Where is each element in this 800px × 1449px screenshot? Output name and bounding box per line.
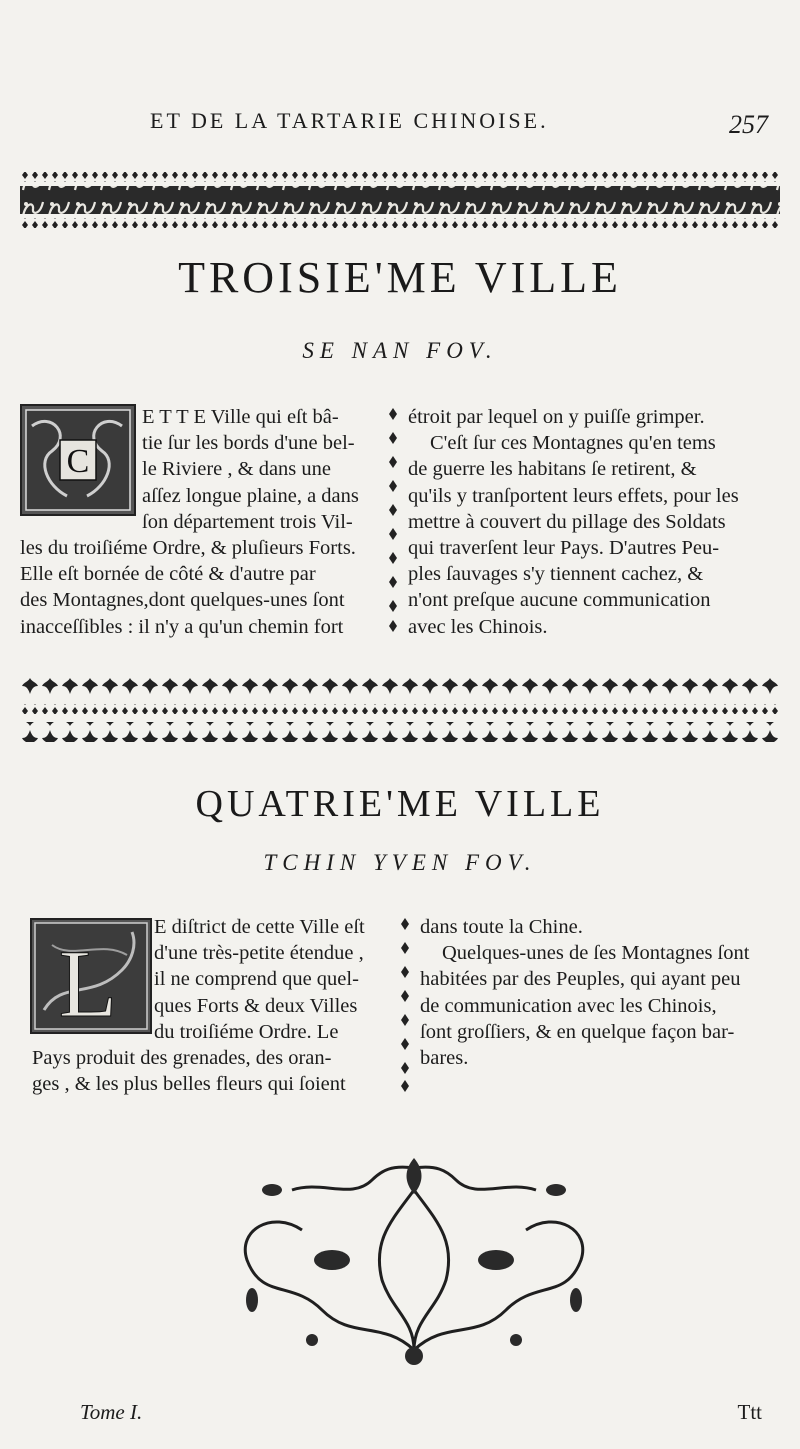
text-line: qu'ils y tranſportent leurs effets, pour les — [408, 484, 739, 507]
section-title-troisieme: TROISIE'ME VILLE — [178, 253, 622, 302]
text-line: C'eſt ſur ces Montagnes qu'en tems — [430, 432, 716, 455]
volume-label: Tome I. — [80, 1400, 143, 1424]
section1-right-column — [408, 404, 770, 640]
ornament-band-middle — [20, 676, 780, 746]
column-separator — [386, 404, 400, 634]
text-line: aſſez longue plaine, a dans — [142, 484, 359, 507]
signature-mark: Ttt — [737, 1400, 762, 1424]
city-name-tchin-yuen-fou: TCHIN YVEN FOV. — [263, 850, 537, 875]
text-line: tie ſur les bords d'une bel- — [142, 432, 355, 455]
text-line: Elle eſt bornée de côté & d'autre par — [20, 563, 316, 586]
ornament-band-top — [20, 170, 780, 230]
text-line: n'ont preſque aucune communication — [408, 589, 711, 612]
text-line: ques Forts & deux Villes — [154, 994, 358, 1017]
text-line: des Montagnes,dont quelques-unes ſont — [20, 589, 345, 612]
running-head — [0, 108, 800, 140]
text-line: dans toute la Chine. — [420, 916, 583, 938]
text-line: le Riviere , & dans une — [142, 458, 332, 481]
text-line: étroit par lequel on y puiſſe grimper. — [408, 406, 705, 428]
text-line: de guerre les habitans ſe retirent, & — [408, 458, 697, 481]
text-line: il ne comprend que quel- — [154, 968, 359, 991]
dropcap-letter: C — [66, 443, 90, 480]
text-line: Quelques-unes de ſes Montagnes ſont — [442, 942, 750, 965]
running-title: ET DE LA TARTARIE CHINOISE. — [150, 108, 549, 133]
text-line: ges , & les plus belles fleurs qui ſoient — [32, 1073, 346, 1096]
text-line: E diſtrict de cette Ville eſt — [154, 916, 365, 938]
city-name-se-nan-fou: SE NAN FOV. — [302, 338, 498, 363]
text-line: ples ſauvages s'y tiennent cachez, & — [408, 563, 704, 586]
section2-right-column — [420, 914, 780, 1071]
text-line: ſon département trois Vil- — [142, 510, 353, 533]
text-line: les du troiſiéme Ordre, & pluſieurs Forts. — [20, 536, 356, 559]
text-line: E T T E Ville qui eſt bâ- — [142, 406, 339, 428]
page-number: 257 — [729, 110, 768, 139]
text-line: de communication avec les Chinois, — [420, 994, 717, 1017]
text-line: habitées par des Peuples, qui ayant peu — [420, 968, 741, 991]
text-line: ſont groſſiers, & en quelque façon bar- — [420, 1020, 735, 1043]
text-line: du troiſiéme Ordre. Le — [154, 1020, 339, 1043]
text-line: qui traverſent leur Pays. D'autres Peu- — [408, 536, 720, 559]
section-title-quatrieme: QUATRIE'ME VILLE — [195, 783, 605, 825]
column-separator — [398, 914, 412, 1096]
section2-left-column — [32, 914, 388, 1097]
text-line: inacceſſibles : il n'y a qu'un chemin fort — [20, 615, 344, 638]
text-line: Pays produit des grenades, des oran- — [32, 1046, 332, 1069]
text-line: bares. — [420, 1046, 469, 1069]
dropcap-letter: L — [58, 930, 118, 1032]
text-line: avec les Chinois. — [408, 615, 548, 638]
section1-left-column — [20, 404, 382, 640]
tailpiece-ornament — [232, 1150, 596, 1370]
text-line: d'une très-petite étendue , — [154, 942, 364, 965]
text-line: mettre à couvert du pillage des Soldats — [408, 510, 726, 533]
